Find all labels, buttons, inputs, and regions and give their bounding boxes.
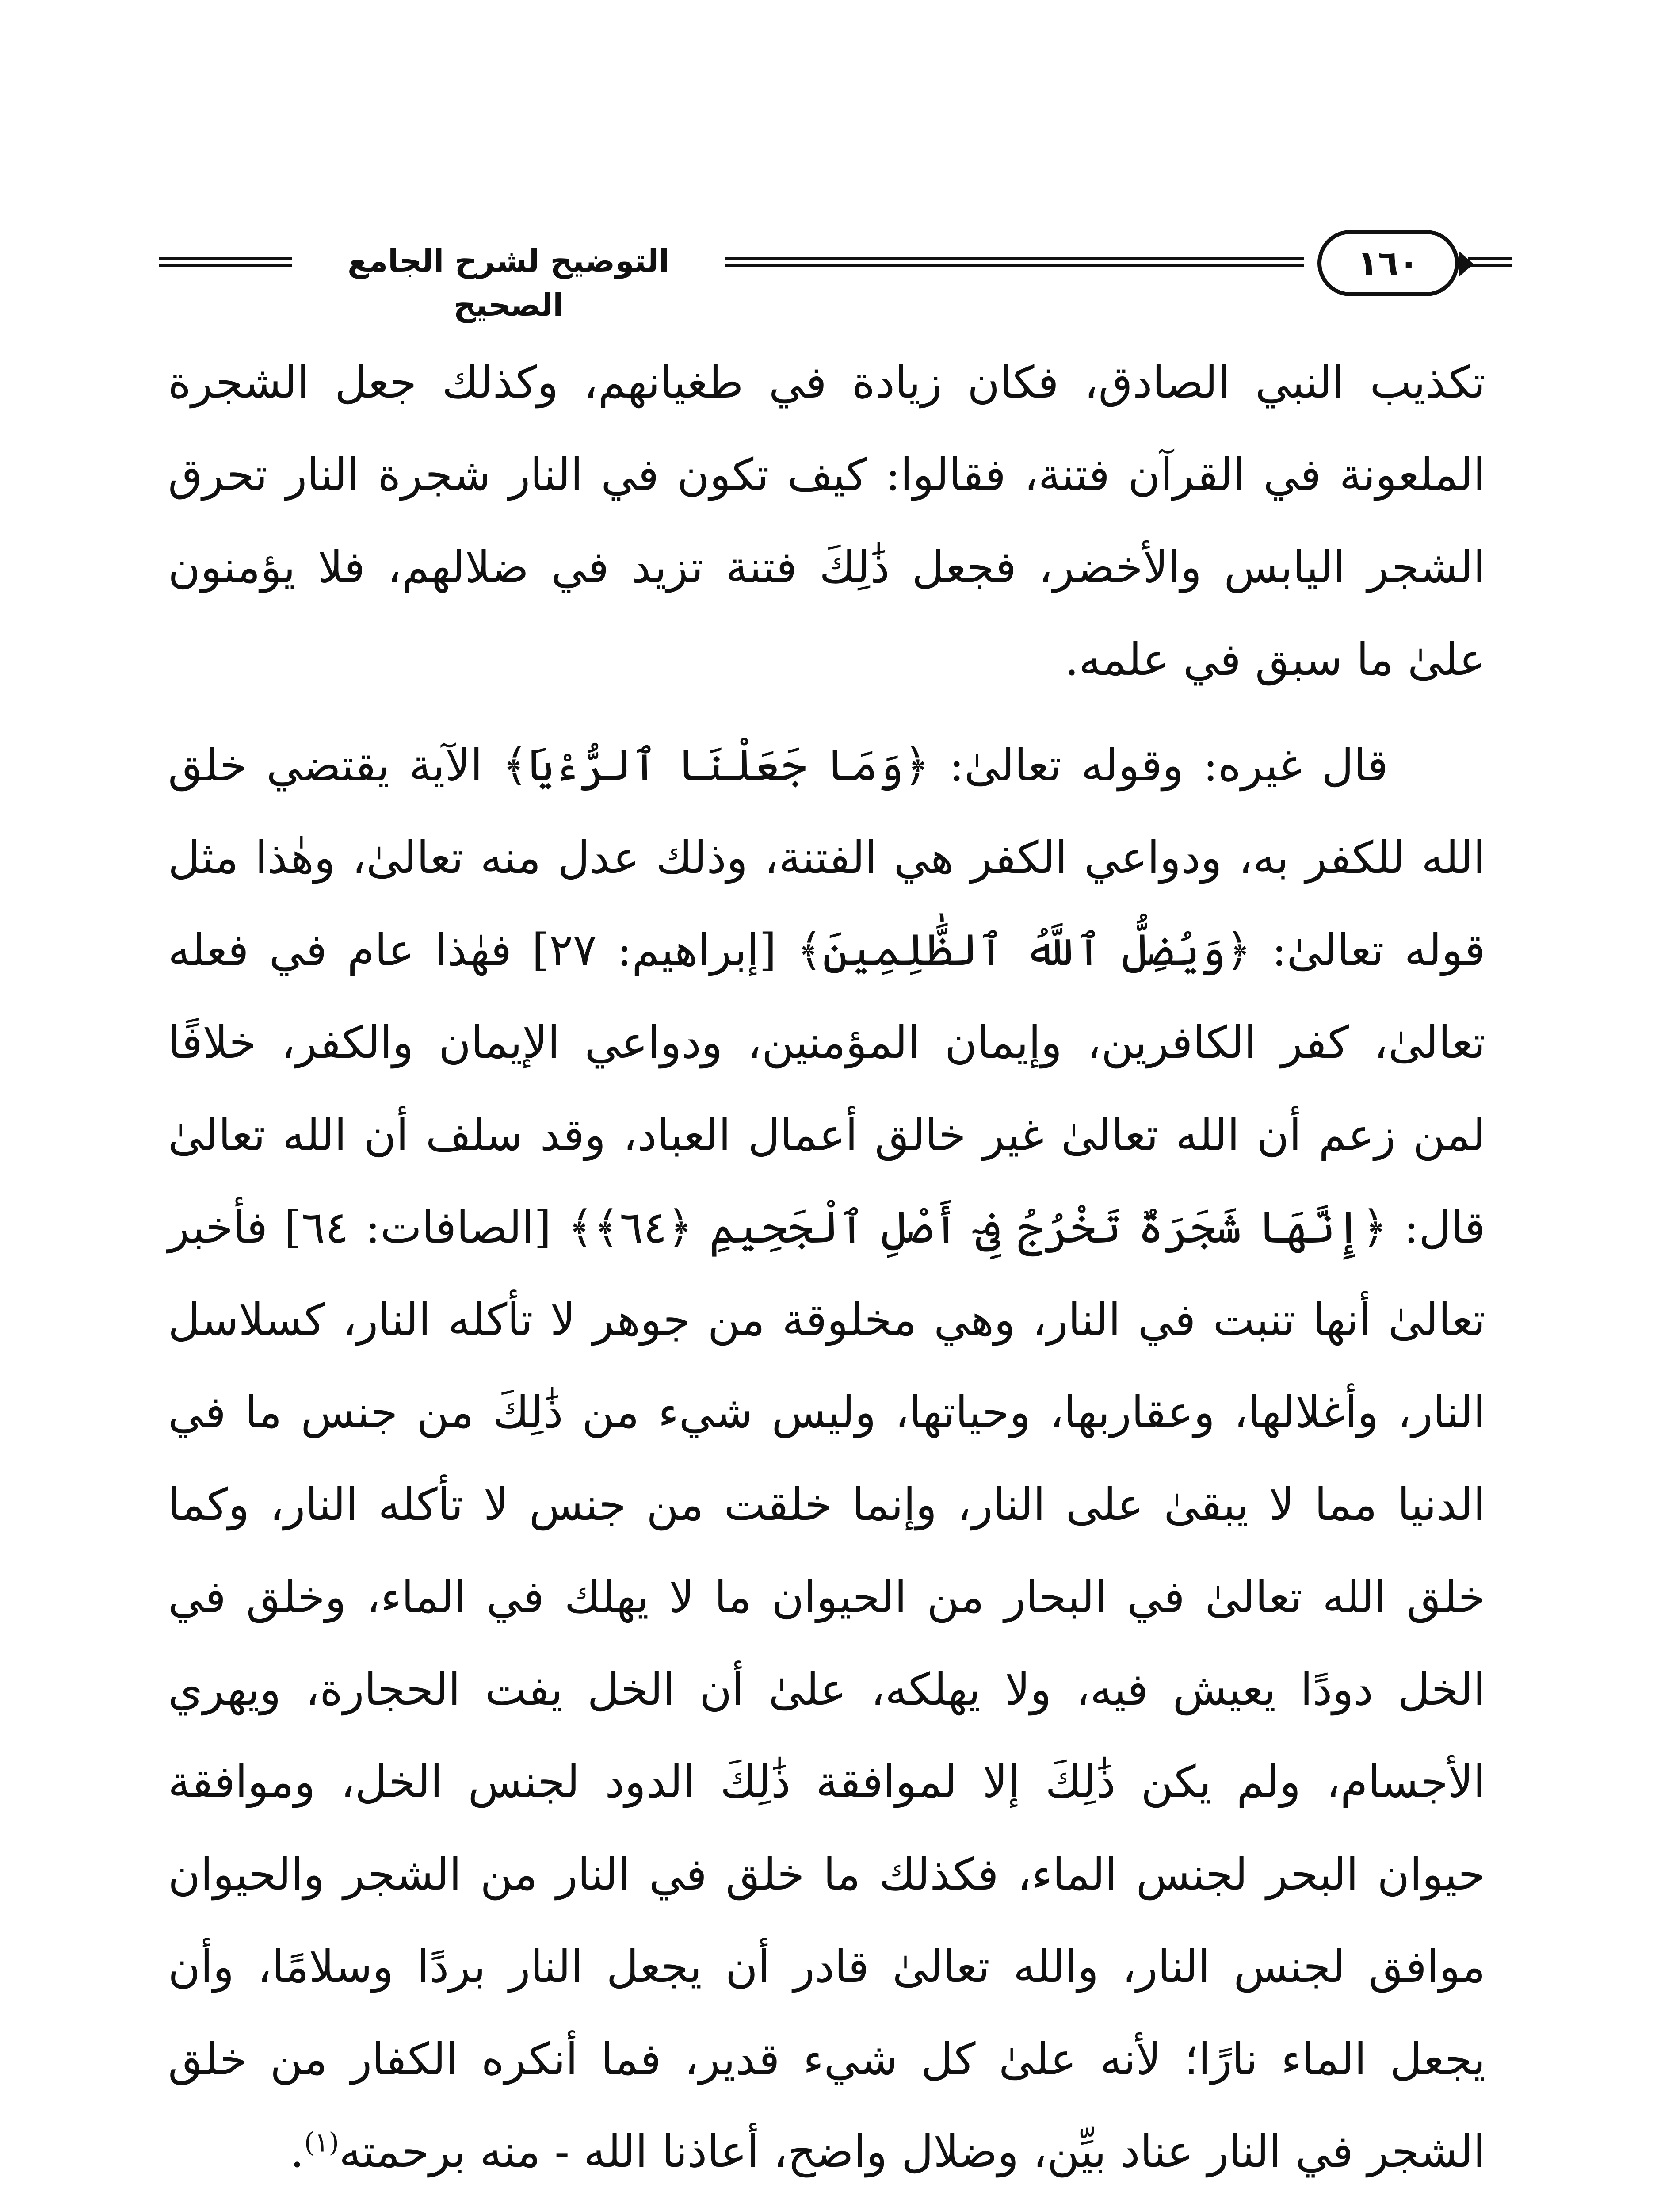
header-rule-middle	[725, 257, 1304, 267]
quran-verse-3: ﴿إِنَّهَا شَجَرَةٌ تَخْرُجُ فِىٓ أَصْلِ ٱلْجَحِيمِ ﴿٦٤﴾﴾	[568, 1201, 1388, 1253]
page-number: ١٦٠	[1317, 230, 1459, 296]
footnote-marker[interactable]: (١)	[304, 2127, 339, 2158]
paragraph-2-text-1: قال غيره: وقوله تعالىٰ:	[929, 739, 1388, 791]
quran-verse-2: ﴿وَيُضِلُّ ٱللَّهُ ٱلظَّٰلِمِينَ﴾	[796, 924, 1252, 976]
body-text	[168, 336, 1485, 2198]
header-rule-right	[1468, 257, 1512, 267]
paragraph-2-end: .	[290, 2126, 304, 2177]
paragraph-2-text-4: [الصافات: ٦٤] فأخبر تعالىٰ أنها تنبت في النار، وهي مخلوقة من جوهر لا تأكله النار، كسلاسل النار، وأغلالها، وعقاربها، وحياتها، وليس شيء من ذَٰلِكَ من جنس ما في الدنيا مما لا يبقىٰ على النار، وإنما خلقت من جنس لا تأكله النار، وكما خلق الله تعالىٰ في البحار من الحيوان ما لا يهلك في الماء، وخلق في الخل دودًا يعيش فيه، ولا يهلكه، علىٰ أن الخل يفت الحجارة، ويهري الأجسام، ولم يكن ذَٰلِكَ إلا لموافقة ذَٰلِكَ الدود لجنس الخل، وموافقة حيوان البحر لجنس الماء، فكذلك ما خلق في النار من الشجر والحيوان موافق لجنس النار، والله تعالىٰ قادر أن يجعل النار بردًا وسلامًا، وأن يجعل الماء نارًا؛ لأنه علىٰ كل شيء قدير، فما أنكره الكفار من خلق الشجر في النار عناد بيِّن، وضلال واضح، أعاذنا الله - منه برحمته	[168, 1201, 1485, 2177]
book-title: التوضيح لشرح الجامع الصحيح	[347, 243, 669, 323]
paragraph-2	[168, 719, 1485, 2198]
header-rule-left	[159, 257, 292, 267]
paragraph-2-text-3: [إبراهيم: ٢٧] فهٰذا عام في فعله تعالىٰ، كفر الكافرين، وإيمان المؤمنين، ودواعي الإيمان والكفر، خلافًا لمن زعم أن الله تعالىٰ غير خالق أعمال العباد، وقد سلف أن الله تعالىٰ قال:	[168, 924, 1485, 1253]
page-header	[150, 230, 1512, 323]
paragraph-2-text-2: الآية يقتضي خلق الله للكفر به، ودواعي الكفر هي الفتنة، وذلك عدل منه تعالىٰ، وهٰذا مثل قوله تعالىٰ:	[168, 739, 1485, 976]
quran-verse-1: ﴿وَمَا جَعَلْنَا ٱلرُّءْيَا﴾	[502, 739, 930, 791]
paragraph-1: تكذيب النبي الصادق، فكان زيادة في طغيانهم، وكذلك جعل الشجرة الملعونة في القرآن فتنة، فقالوا: كيف تكون في النار شجرة النار تحرق الشجر اليابس والأخضر، فجعل ذَٰلِكَ فتنة تزيد في ضلالهم، فلا يؤمنون علىٰ ما سبق في علمه.	[168, 356, 1485, 685]
